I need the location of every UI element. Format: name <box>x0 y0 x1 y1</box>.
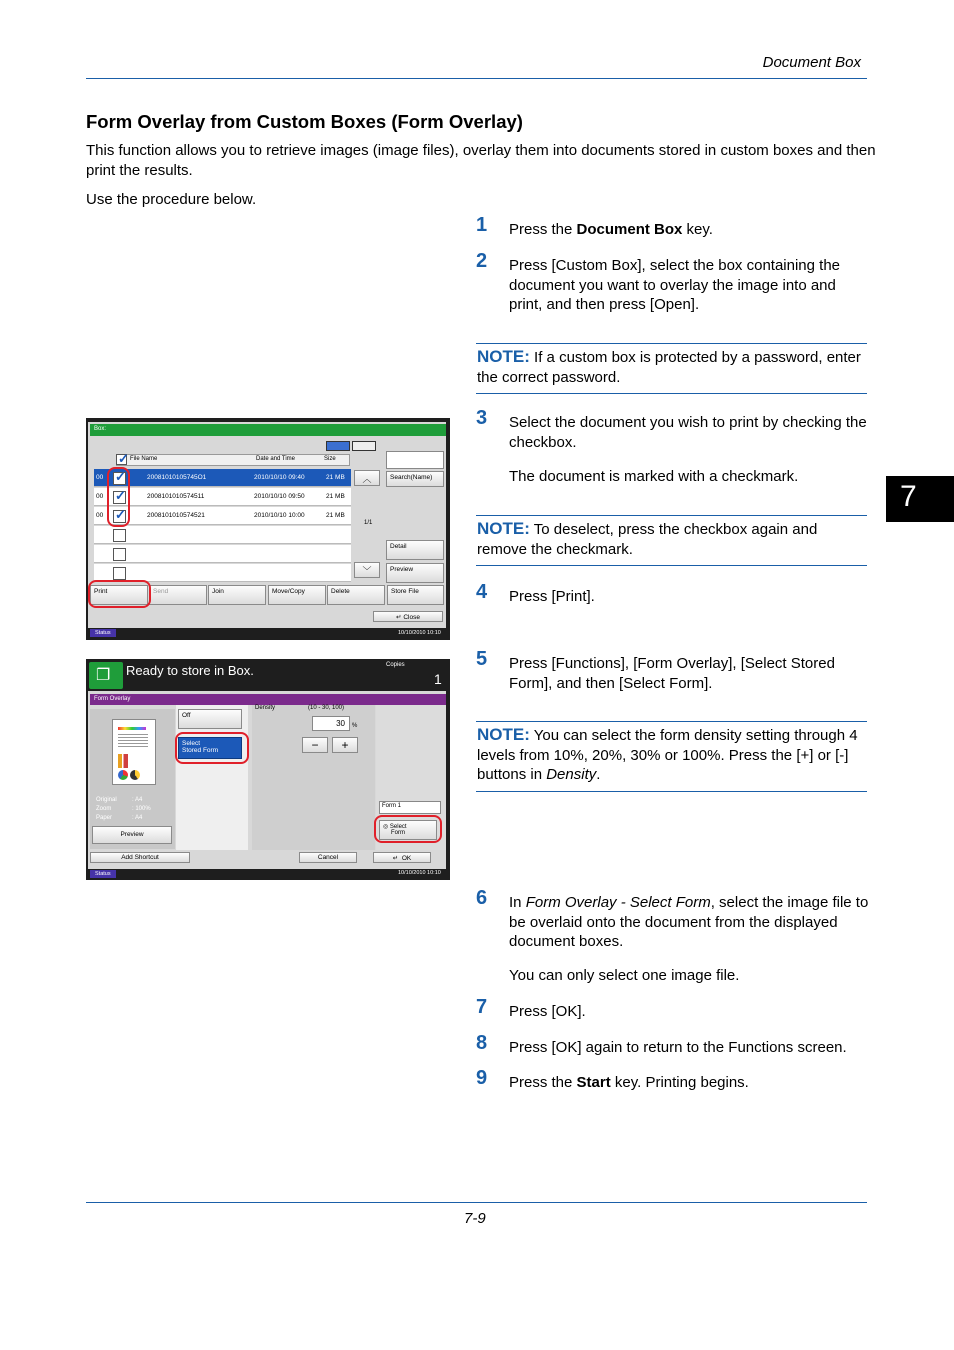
select-all-checkbox[interactable] <box>116 454 127 465</box>
cancel-button[interactable]: Cancel <box>299 852 357 863</box>
step-number: 7 <box>476 996 488 1018</box>
box-icon: ❐ <box>89 662 123 689</box>
list-view-icon[interactable] <box>326 441 350 451</box>
col-size[interactable]: Size <box>324 456 336 462</box>
step-text: In Form Overlay - Select Form, select the image file to be overlaid onto the document from the displayed document boxes. <box>509 894 869 950</box>
delete-button[interactable]: Delete <box>327 585 385 605</box>
footer-rule <box>86 1202 867 1203</box>
step-3-result: The document is marked with a checkmark. <box>509 468 799 485</box>
search-name-button[interactable]: Search(Name) <box>386 471 444 487</box>
step-number: 6 <box>476 887 488 909</box>
note-password: NOTE: If a custom box is protected by a password, enter the correct password. <box>476 343 867 394</box>
step-number: 1 <box>476 214 488 236</box>
box-header-bar <box>90 424 446 436</box>
density-input[interactable]: 30 <box>312 716 350 731</box>
note-density: NOTE: You can select the form density setting through 4 levels from 10%, 20%, 30% or 100%. Press the [+] or [-] buttons in Density. <box>476 721 867 792</box>
step-number: 2 <box>476 250 488 272</box>
step-text: Press [Print]. <box>509 588 595 605</box>
paper-value: : A4 <box>132 815 143 821</box>
row-checkbox[interactable] <box>113 529 126 542</box>
copies-count: 1 <box>434 671 442 687</box>
date-time: 10/10/2010 10:10 <box>398 630 441 636</box>
preview-button[interactable]: Preview <box>92 826 172 844</box>
select-form-highlight <box>374 815 442 843</box>
select-stored-form-highlight <box>175 732 249 764</box>
join-button[interactable]: Join <box>208 585 266 605</box>
note-deselect: NOTE: To deselect, press the checkbox again and remove the checkmark. <box>476 515 867 566</box>
step-number: 9 <box>476 1067 488 1089</box>
ok-button[interactable]: ↵ OK <box>373 852 431 863</box>
select-form-button[interactable]: ◎ Select Form <box>379 820 437 840</box>
step-number: 3 <box>476 407 488 429</box>
density-label: Density <box>255 705 276 711</box>
checkbox-highlight <box>107 467 130 527</box>
step-text: Press the Start key. Printing begins. <box>509 1074 749 1091</box>
page-indicator: 1/1 <box>364 520 373 526</box>
preview-button[interactable]: Preview <box>386 563 444 583</box>
off-button[interactable]: Off <box>178 709 242 729</box>
status-button[interactable]: Status <box>90 870 116 878</box>
date-time: 10/10/2010 10:10 <box>398 870 441 876</box>
step-text: Press [Custom Box], select the box containing the document you want to overlay the image into and print, and then press [Open]. <box>509 257 841 313</box>
step-number: 5 <box>476 648 488 670</box>
step-text: Press [OK] again to return to the Functions screen. <box>509 1039 847 1056</box>
close-button[interactable]: ↵ Close <box>373 611 443 622</box>
table-row[interactable]: 00 2008101010574521 2010/10/10 10:00 21 MB <box>94 507 351 525</box>
step-6-note: You can only select one image file. <box>509 967 740 984</box>
step-text: Press the Document Box key. <box>509 221 713 238</box>
intro-text: This function allows you to retrieve images (image files), overlay them into documents stored in custom boxes and then print the results. <box>86 142 876 179</box>
status-button[interactable]: Status <box>90 629 116 637</box>
copies-label: Copies <box>386 662 405 668</box>
scroll-down-icon[interactable]: ﹀ <box>354 562 380 578</box>
form-name-field: Form 1 <box>379 801 441 814</box>
search-field[interactable] <box>386 451 444 469</box>
col-date-time[interactable]: Date and Time <box>256 456 296 462</box>
zoom-label: Zoom <box>96 806 112 812</box>
col-file-name[interactable]: File Name <box>130 456 158 462</box>
form-overlay-header: Form Overlay <box>90 694 446 705</box>
procedure-text: Use the procedure below. <box>86 191 257 208</box>
step-text: Select the document you wish to print by checking the checkbox. <box>509 414 867 451</box>
minus-button[interactable]: − <box>302 737 328 753</box>
percent-label: % <box>352 723 358 729</box>
ready-message: Ready to store in Box. <box>126 663 254 678</box>
step-number: 4 <box>476 581 488 603</box>
box-label: Box: <box>94 426 107 432</box>
paper-label: Paper <box>96 815 113 821</box>
thumbnail-view-icon[interactable] <box>352 441 376 451</box>
original-value: : A4 <box>132 797 143 803</box>
detail-button[interactable]: Detail <box>386 540 444 560</box>
zoom-value: : 100% <box>132 806 151 812</box>
add-shortcut-button[interactable]: Add Shortcut <box>90 852 190 863</box>
chapter-tab: 7 <box>886 476 954 522</box>
original-label: Original <box>96 797 117 803</box>
table-row-empty <box>94 545 351 563</box>
table-row-empty <box>94 526 351 544</box>
page-number: 7-9 <box>464 1210 486 1227</box>
table-row[interactable]: 00 20081010105745O1 2010/10/10 09:40 21 MB <box>94 469 351 487</box>
print-button[interactable]: Print <box>90 585 148 605</box>
store-file-button[interactable]: Store File <box>387 585 444 605</box>
density-range: (10 - 30, 100) <box>308 705 345 711</box>
step-number: 8 <box>476 1032 488 1054</box>
step-text: Press [OK]. <box>509 1003 586 1020</box>
plus-button[interactable]: + <box>332 737 358 753</box>
move-copy-button[interactable]: Move/Copy <box>268 585 326 605</box>
box-list-screen <box>86 418 450 640</box>
header-rule <box>86 78 867 79</box>
send-button[interactable]: Send <box>149 585 207 605</box>
page-title: Form Overlay from Custom Boxes (Form Overlay) <box>86 111 523 132</box>
form-overlay-screen <box>86 659 450 880</box>
select-stored-form-button[interactable]: Select Stored Form <box>178 737 242 759</box>
row-checkbox[interactable] <box>113 548 126 561</box>
scroll-up-icon[interactable]: ︿ <box>354 470 380 486</box>
table-row[interactable]: 00 2008101010574511 2010/10/10 09:50 21 MB <box>94 488 351 506</box>
step-text: Press [Functions], [Form Overlay], [Select Stored Form], and then [Select Form]. <box>509 655 835 692</box>
row-checkbox[interactable] <box>113 567 126 580</box>
section-title: Document Box <box>762 54 861 71</box>
document-thumbnail <box>112 719 156 785</box>
print-highlight <box>88 580 151 608</box>
